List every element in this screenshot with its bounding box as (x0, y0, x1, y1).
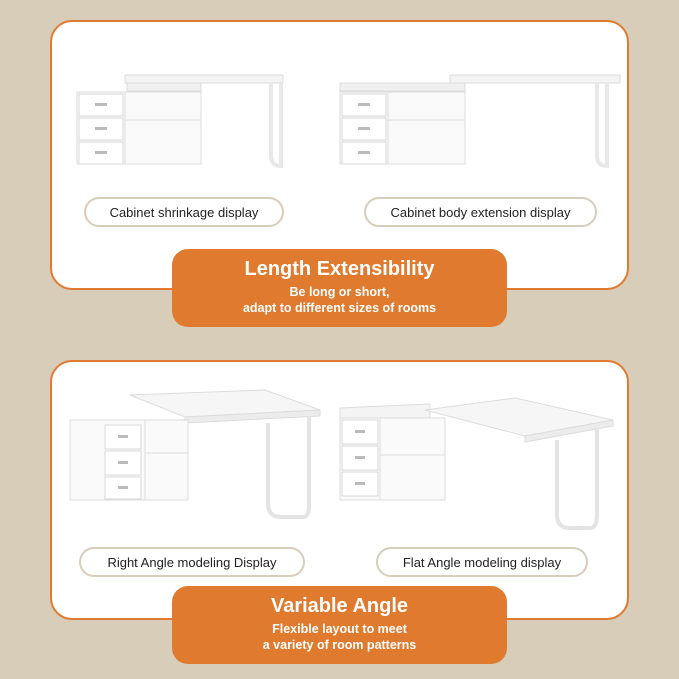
length-extensibility-banner (172, 249, 507, 327)
desk-right-angle-image (65, 385, 325, 525)
caption-right-angle: Right Angle modeling Display (79, 547, 305, 577)
caption-cabinet-extension: Cabinet body extension display (364, 197, 597, 227)
angle-subtitle-line1: Flexible layout to meet (272, 622, 407, 636)
angle-subtitle-line2: a variety of room patterns (262, 638, 417, 652)
desk-extension-image (335, 70, 625, 180)
variable-angle-title: Variable Angle (270, 595, 409, 617)
length-subtitle-line1: Be long or short, (289, 285, 390, 299)
desk-shrinkage-image (75, 70, 295, 180)
desk-flat-angle-image (335, 390, 620, 530)
caption-flat-angle: Flat Angle modeling display (376, 547, 588, 577)
caption-cabinet-shrinkage: Cabinet shrinkage display (84, 197, 284, 227)
variable-angle-banner (172, 586, 507, 664)
length-extensibility-title: Length Extensibility (244, 258, 435, 280)
length-subtitle-line2: adapt to different sizes of rooms (242, 301, 437, 315)
